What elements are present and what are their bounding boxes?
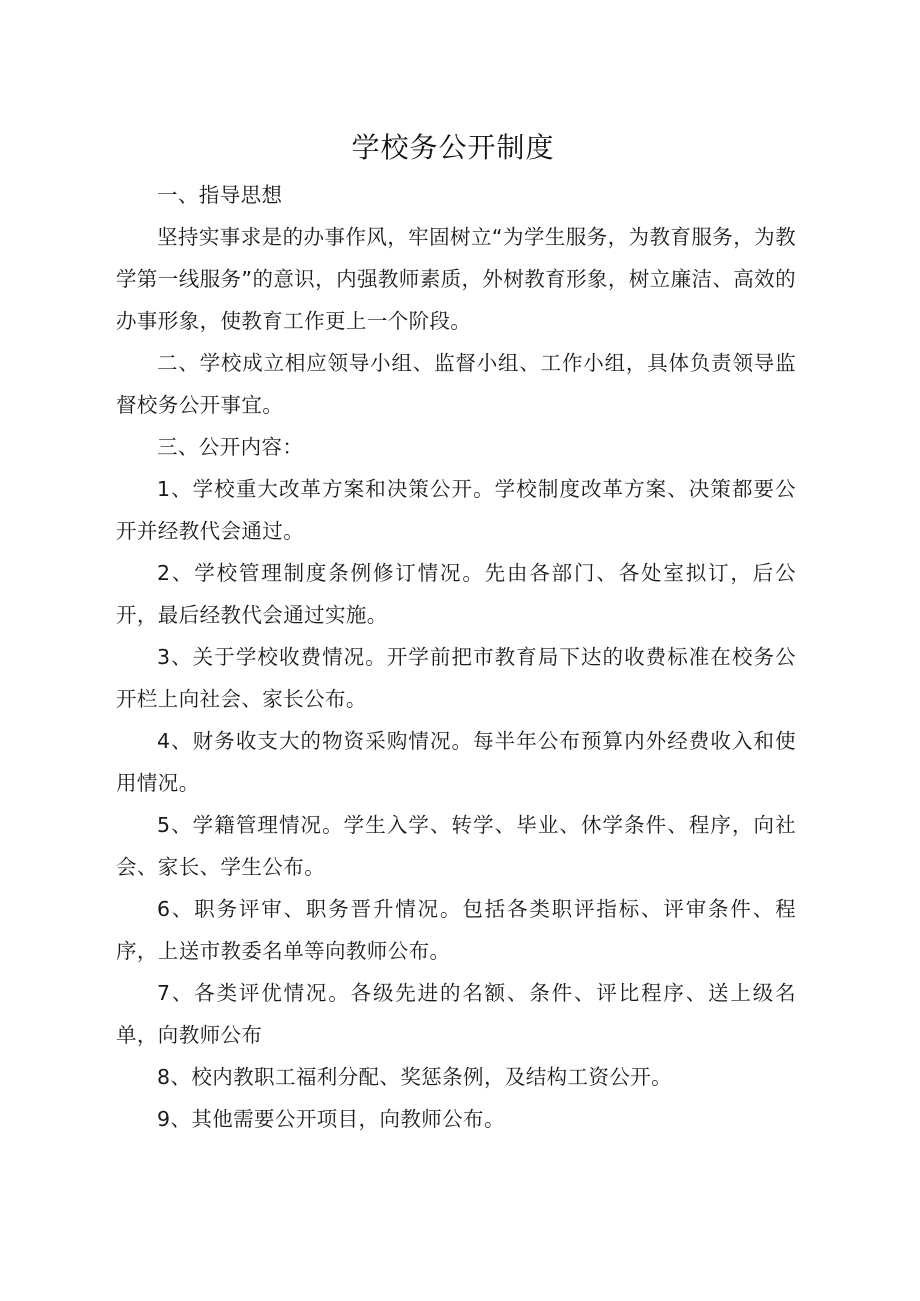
list-item-3: 3、关于学校收费情况。开学前把市教育局下达的收费标准在校务公开栏上向社会、家长公布。	[116, 645, 796, 711]
section-heading-guiding-thought: 一、指导思想	[157, 183, 283, 207]
list-item-2: 2、学校管理制度条例修订情况。先由各部门、各处室拟订，后公开，最后经教代会通过实施。	[116, 561, 796, 627]
list-item-6: 6、职务评审、职务晋升情况。包括各类职评指标、评审条件、程序，上送市教委名单等向教师公布。	[116, 897, 796, 963]
list-item-1: 1、学校重大改革方案和决策公开。学校制度改革方案、决策都要公开并经教代会通过。	[116, 477, 796, 543]
paragraph-guiding-thought: 坚持实事求是的办事作风，牢固树立“为学生服务，为教育服务，为教学第一线服务”的意识，内强教师素质，外树教育形象，树立廉洁、高效的办事形象，使教育工作更上一个阶段。	[116, 225, 796, 333]
section-heading-groups: 二、学校成立相应领导小组、监督小组、工作小组，具体负责领导监督校务公开事宜。	[116, 351, 796, 417]
list-item-5: 5、学籍管理情况。学生入学、转学、毕业、休学条件、程序，向社会、家长、学生公布。	[116, 813, 796, 879]
list-item-4: 4、财务收支大的物资采购情况。每半年公布预算内外经费收入和使用情况。	[116, 729, 796, 795]
list-item-8: 8、校内教职工福利分配、奖惩条例，及结构工资公开。	[157, 1065, 673, 1089]
list-item-7: 7、各类评优情况。各级先进的名额、条件、评比程序、送上级名单，向教师公布	[116, 981, 796, 1047]
document-title: 学校务公开制度	[351, 131, 555, 164]
section-heading-content: 三、公开内容：	[157, 435, 304, 459]
document-body	[116, 174, 796, 1140]
list-item-9: 9、其他需要公开项目，向教师公布。	[157, 1107, 505, 1131]
